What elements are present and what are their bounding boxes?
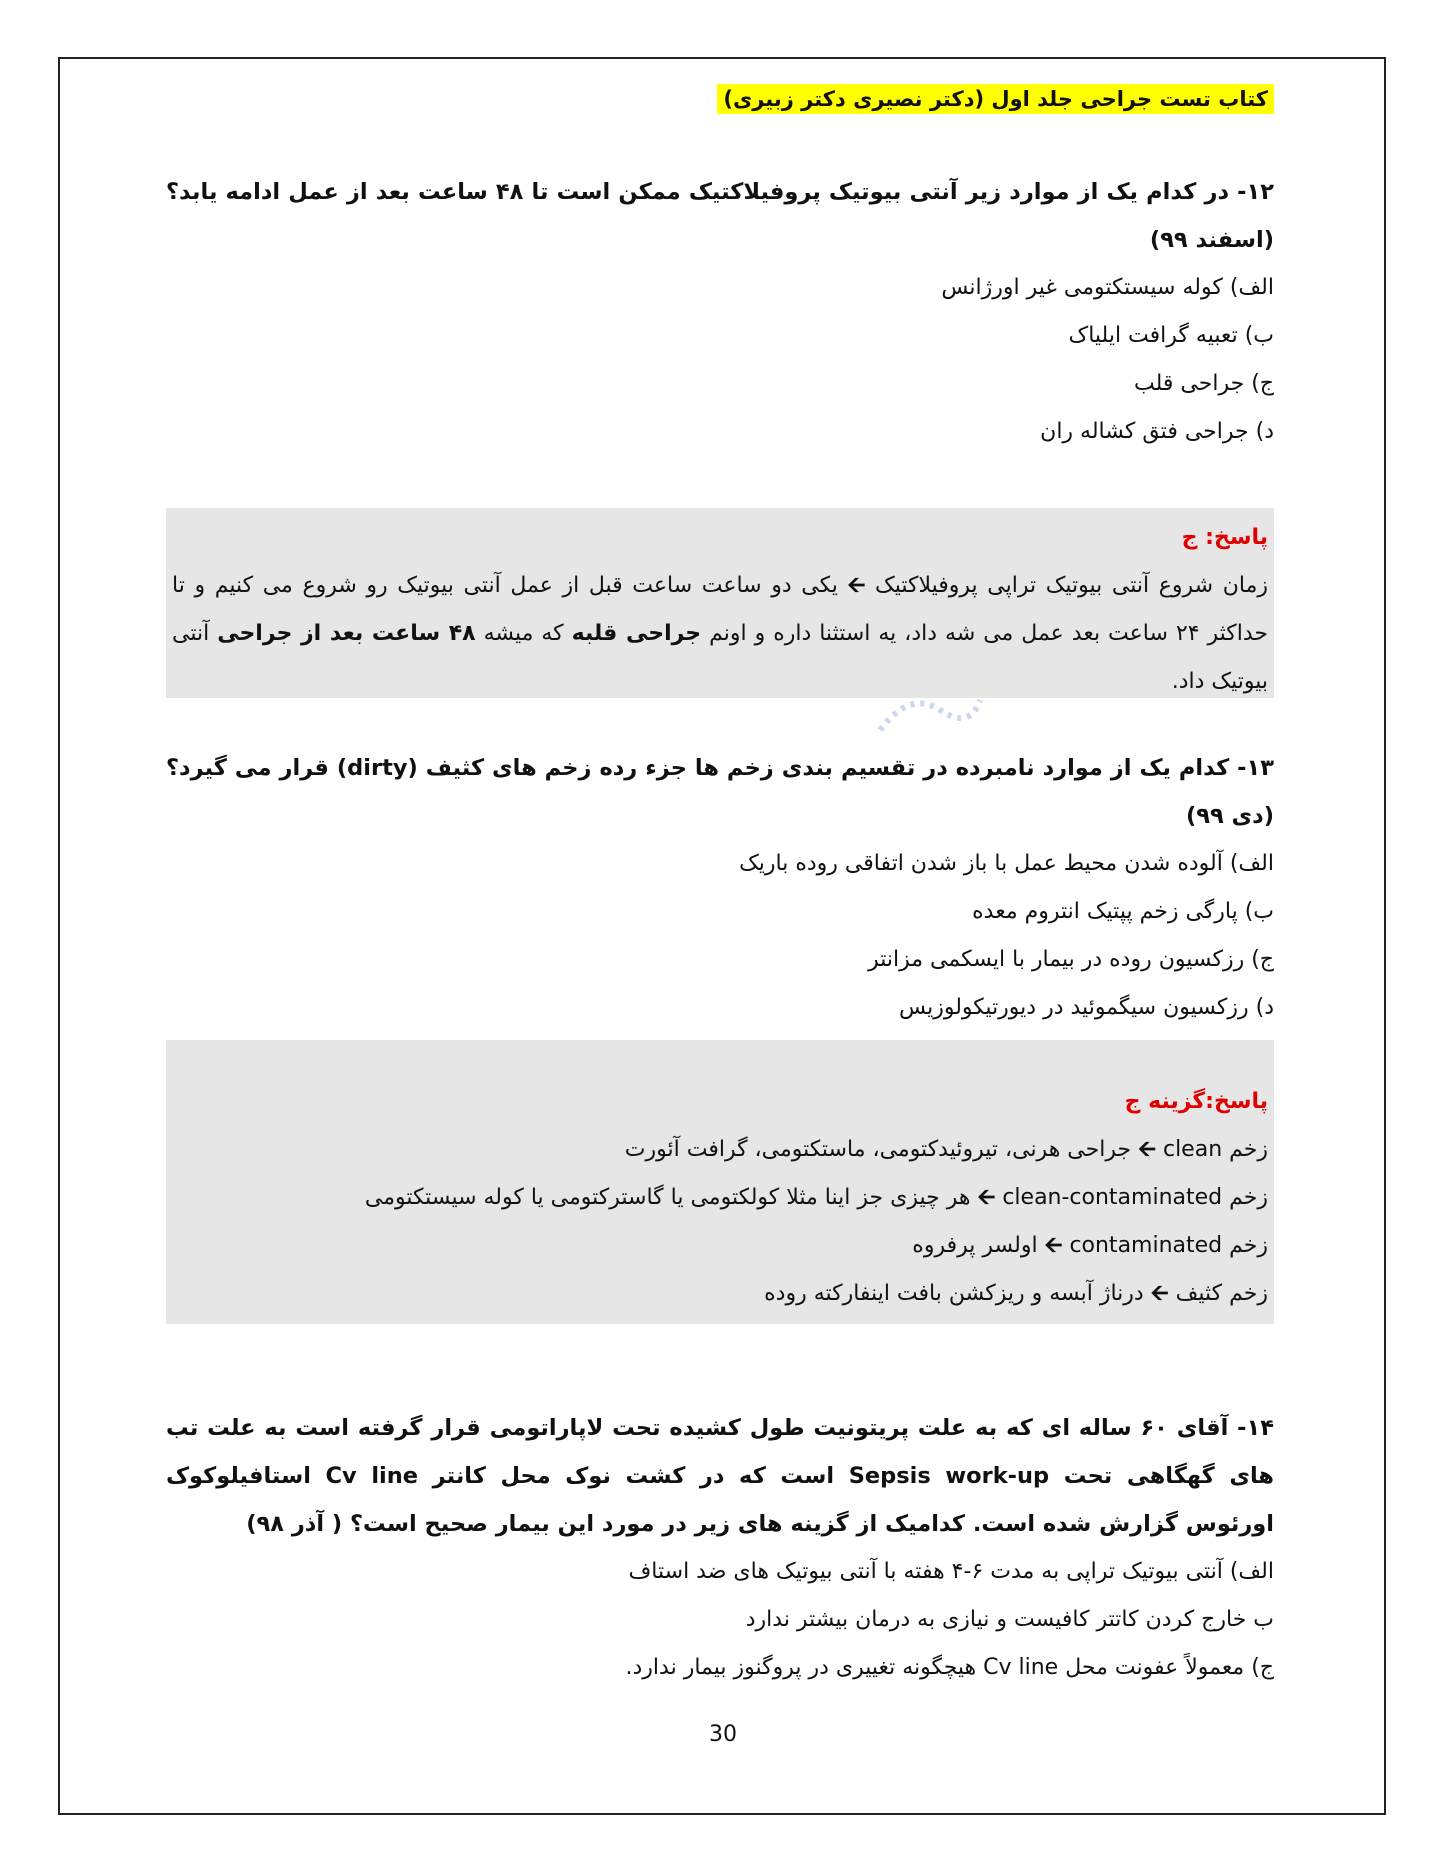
arrow-left-icon: 🡨 <box>977 1185 996 1210</box>
question-14-option: ب خارج کردن کاتتر کافیست و نیازی به درمان بیشتر ندارد <box>745 1607 1274 1632</box>
wound-examples: هر چیزی جز اینا مثلا کولکتومی یا گاسترکتومی یا کوله سیستکتومی <box>364 1185 971 1210</box>
answer-12-part: که میشه <box>483 621 564 646</box>
wound-examples: جراحی هرنی، تیروئیدکتومی، ماستکتومی، گرافت آئورت <box>624 1137 1132 1162</box>
wound-row <box>172 1126 1268 1174</box>
question-13-text: ۱۳- کدام یک از موارد نامبرده در تقسیم بندی زخم ها جزء رده زخم های کثیف (dirty) قرار می گیرد؟ (دی ۹۹) <box>166 755 1274 829</box>
question-12-option: الف) کوله سیستکتومی غیر اورژانس <box>941 275 1274 300</box>
answer-12-part: یکی دو ساعت ساعت قبل از عمل آنتی بیوتیک رو شروع می کنیم و تا حداکثر ۲۴ ساعت بعد عمل می شه داد، یه استثنا داره و اونم <box>172 573 1268 646</box>
question-12-text: ۱۲- در کدام یک از موارد زیر آنتی بیوتیک پروفیلاکتیک ممکن است تا ۴۸ ساعت بعد از عمل ادامه یابد؟ (اسفند ۹۹) <box>166 179 1274 253</box>
wound-examples: اولسر پرفروه <box>912 1233 1038 1258</box>
arrow-left-icon: 🡨 <box>1138 1137 1156 1162</box>
answer-13-title: پاسخ:گزینه ج <box>1124 1089 1268 1114</box>
watermark-logo-icon <box>870 680 990 740</box>
answer-12-part: زمان شروع آنتی بیوتیک تراپی پروفیلاکتیک <box>875 573 1268 598</box>
question-12-option: ب) تعبیه گرافت ایلیاک <box>1068 323 1274 348</box>
question-12-option: ج) جراحی قلب <box>1134 371 1274 396</box>
wound-row <box>172 1222 1268 1270</box>
wound-class: زخم clean-contaminated <box>1002 1185 1268 1210</box>
answer-12-part: آنتی بیوتیک داد. <box>172 621 1268 694</box>
question-13-option: ج) رزکسیون روده در بیمار با ایسکمی مزانتر <box>868 947 1274 972</box>
question-13-option: د) رزکسیون سیگموئید در دیورتیکولوزیس <box>899 995 1274 1020</box>
wound-row <box>172 1174 1268 1222</box>
wound-row <box>172 1270 1268 1318</box>
question-12 <box>166 168 1274 456</box>
question-13-option: ب) پارگی زخم پپتیک انتروم معده <box>972 899 1274 924</box>
arrow-left-icon: 🡨 <box>1044 1233 1063 1258</box>
question-13-option: الف) آلوده شدن محیط عمل با باز شدن اتفاقی روده باریک <box>739 851 1274 876</box>
wound-examples: درناژ آبسه و ریزکشن بافت اینفارکته روده <box>764 1281 1144 1306</box>
wound-class: زخم contaminated <box>1069 1233 1268 1258</box>
question-14-option: الف) آنتی بیوتیک تراپی به مدت ۶-۴ هفته با آنتی بیوتیک های ضد استاف <box>628 1559 1274 1584</box>
answer-12-bold: ۴۸ ساعت بعد از جراحی <box>217 621 476 646</box>
answer-12-title: پاسخ: ج <box>1181 525 1268 550</box>
question-13 <box>166 744 1274 1032</box>
book-header <box>717 84 1274 114</box>
answer-12-box <box>166 508 1274 698</box>
page-number: 30 <box>709 1722 737 1747</box>
answer-13-box <box>166 1040 1274 1324</box>
wound-class: زخم کثیف <box>1175 1281 1268 1306</box>
question-12-option: د) جراحی فتق کشاله ران <box>1040 419 1274 444</box>
answer-12-text <box>172 562 1268 706</box>
arrow-left-icon: 🡨 <box>847 573 866 598</box>
arrow-left-icon: 🡨 <box>1150 1281 1169 1306</box>
wound-class: زخم clean <box>1162 1137 1268 1162</box>
answer-12-bold: جراحی قلبه <box>571 621 702 646</box>
question-14 <box>166 1404 1274 1692</box>
question-14-option: ج) معمولاً عفونت محل Cv line هیچگونه تغییری در پروگنوز بیمار ندارد. <box>625 1655 1274 1680</box>
book-title: کتاب تست جراحی جلد اول (دکتر نصیری دکتر زبیری) <box>717 84 1274 114</box>
question-14-text: ۱۴- آقای ۶۰ ساله ای که به علت پریتونیت طول کشیده تحت لاپاراتومی قرار گرفته است به علت تب های گهگاهی تحت Sepsis work-up است که در کشت نوک محل کانتر Cv line استافیلوکوک اورئوس گزارش شده است. کدامیک از گزینه های زیر در مورد این بیمار صحیح است؟ ( آذر ۹۸) <box>166 1415 1275 1537</box>
